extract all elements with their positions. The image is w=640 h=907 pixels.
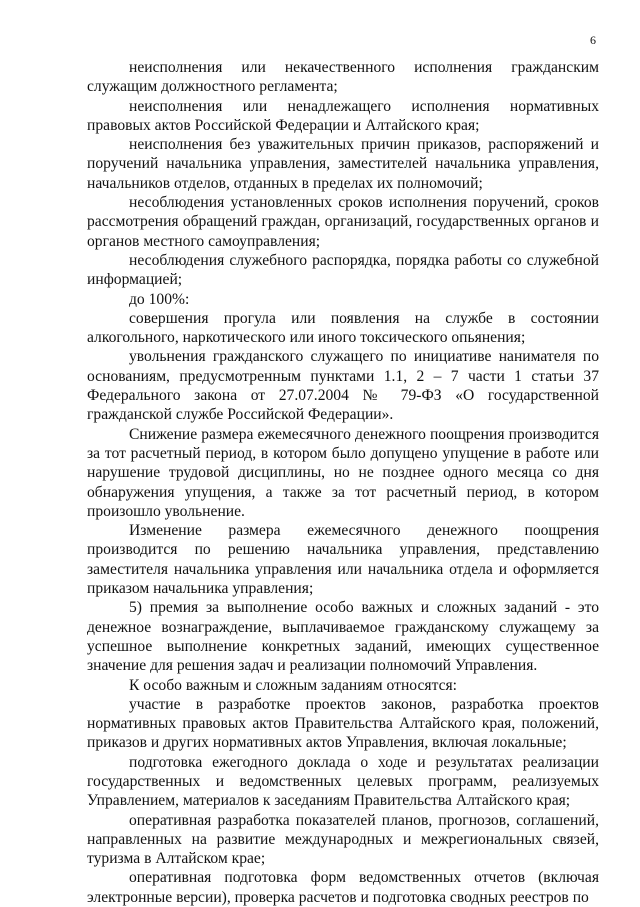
paragraph: подготовка ежегодного доклада о ходе и результатах реализации государственных и ведомственных целевых программ, реализуемых Управлением, материалов к заседаниям Правительства Алтайского края; (87, 753, 599, 810)
paragraph: неисполнения или некачественного исполнения гражданским служащим должностного регламента; (87, 59, 599, 96)
paragraph: Изменение размера ежемесячного денежного поощрения производится по решению начальника управления, представлению заместителя начальника управления или начальника отдела и оформляется приказом начальника управления; (87, 522, 599, 598)
paragraph: участие в разработке проектов законов, разработка проектов нормативных правовых актов Правительства Алтайского края, положений, приказов и других нормативных актов Управления, включая локальные; (87, 695, 599, 752)
paragraph: оперативная разработка показателей планов, прогнозов, соглашений, направленных на развитие международных и межрегиональных связей, туризма в Алтайском крае; (87, 811, 599, 868)
paragraph: 5) премия за выполнение особо важных и сложных заданий - это денежное вознаграждение, выплачиваемое гражданскому служащему за успешное выполнение конкретных заданий, имеющих существенное значение для решения задач и реализации полномочий Управления. (87, 599, 599, 675)
paragraph: оперативная подготовка форм ведомственных отчетов (включая электронные версии), проверка расчетов и подготовка сводных реестров по (87, 869, 599, 906)
paragraph: неисполнения или ненадлежащего исполнения нормативных правовых актов Российской Федерации и Алтайского края; (87, 97, 599, 134)
paragraph: несоблюдения установленных сроков исполнения поручений, сроков рассмотрения обращений граждан, организаций, государственных органов и органов местного самоуправления; (87, 194, 599, 250)
paragraph: увольнения гражданского служащего по инициативе нанимателя по основаниям, предусмотренным пунктами 1.1, 2 – 7 части 1 статьи 37 Федерального закона от 27.07.2004 № 79-ФЗ «О государственной гражданской службе Российской Федерации». (87, 348, 599, 424)
page-number: 6 (590, 33, 596, 47)
paragraph: несоблюдения служебного распорядка, порядка работы со служебной информацией; (87, 251, 599, 289)
paragraph: Снижение размера ежемесячного денежного поощрения производится за тот расчетный период, в котором было допущено упущение в работе или нарушение трудовой дисциплины, но не позднее одного месяца со дня обнаружения упущения, а также за тот расчетный период, в котором произошло увольнение. (87, 425, 599, 520)
document-body (87, 58, 599, 907)
paragraph: К особо важным и сложным заданиям относятся: (129, 676, 458, 694)
paragraph: неисполнения без уважительных причин приказов, распоряжений и поручений начальника управления, заместителей начальника управления, начальников отделов, отданных в пределах их полномочий; (87, 136, 599, 192)
paragraph: совершения прогула или появления на службе в состоянии алкогольного, наркотического или иного токсического опьянения; (87, 309, 599, 347)
paragraph: до 100%: (129, 290, 190, 308)
